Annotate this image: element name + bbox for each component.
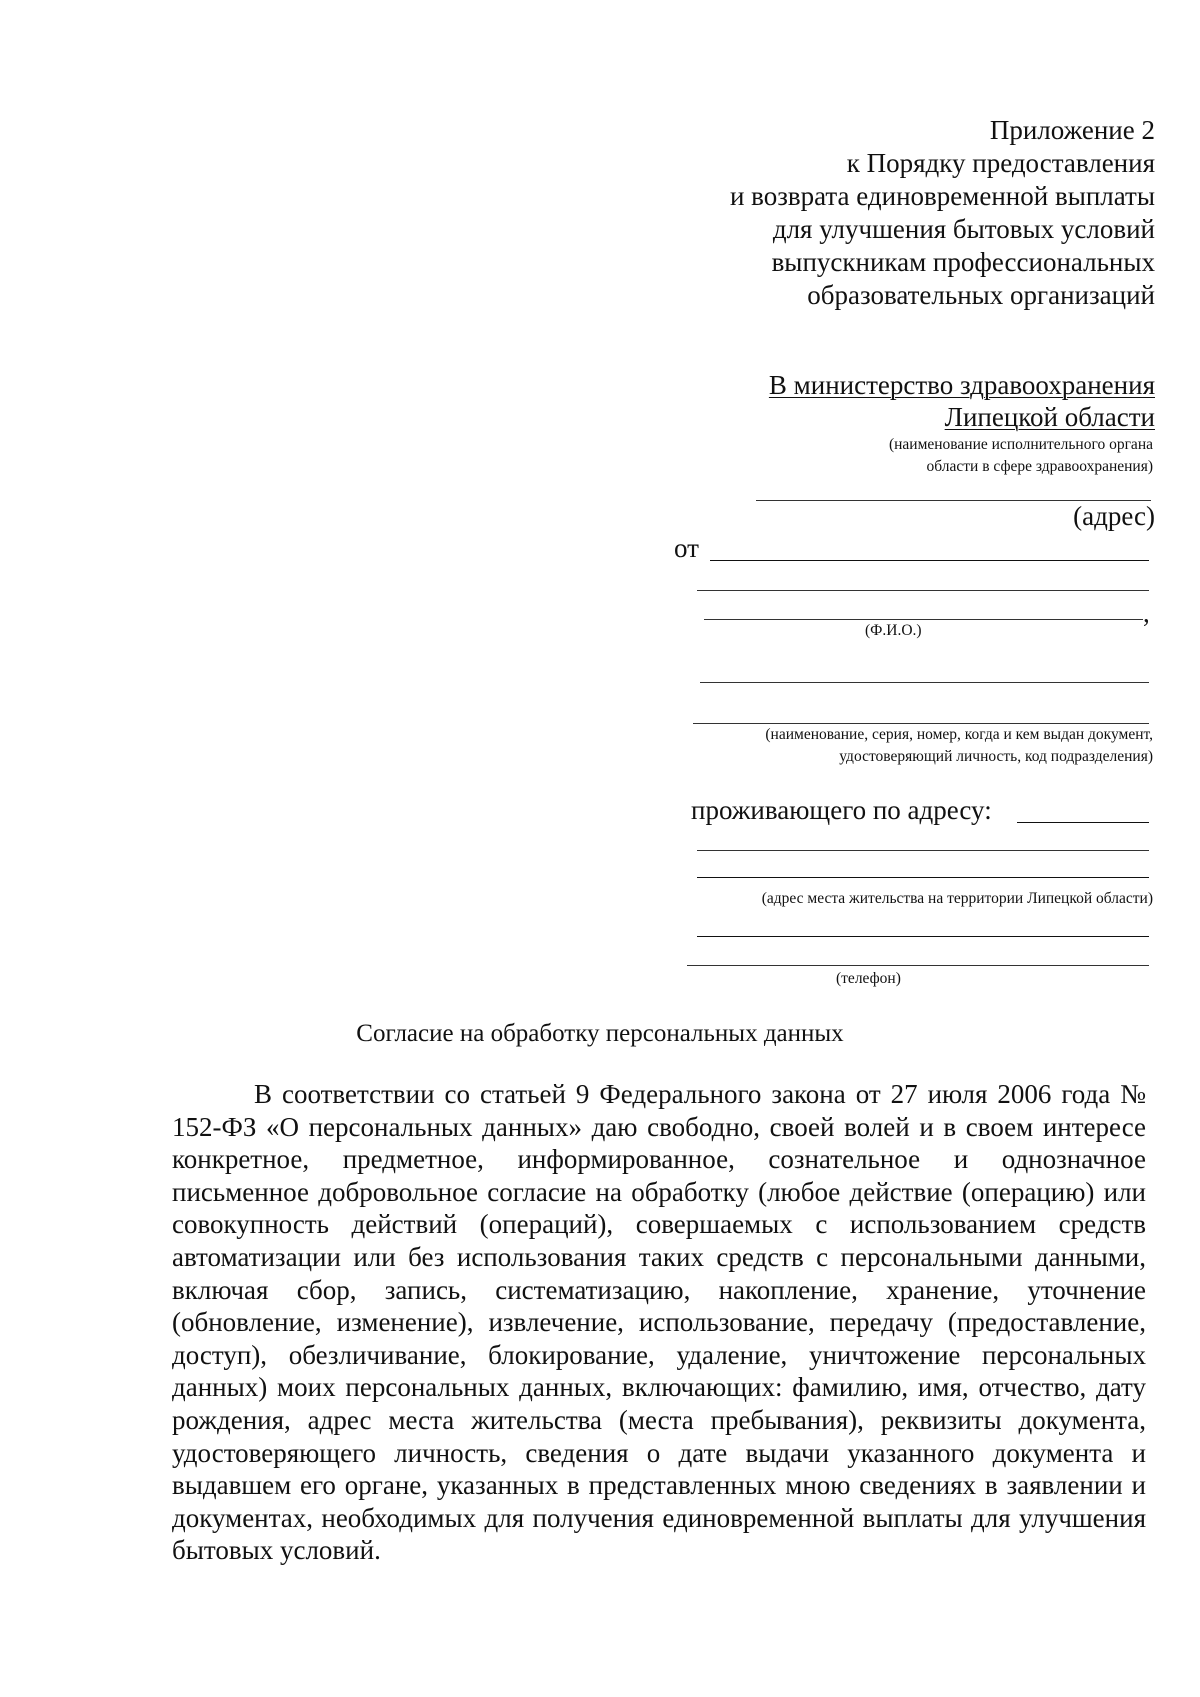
fio-hint: (Ф.И.О.) <box>865 622 922 639</box>
phone-field-2[interactable] <box>687 965 1149 966</box>
recipient-line-2: Липецкой области <box>944 402 1155 432</box>
header-line: образовательных организаций <box>807 280 1155 310</box>
residence-field-2[interactable] <box>697 850 1149 851</box>
residing-label: проживающего по адресу: <box>691 795 992 825</box>
header-line: для улучшения бытовых условий <box>772 214 1155 244</box>
fio-comma: , <box>1143 598 1150 628</box>
from-label: от <box>674 533 699 563</box>
document-title: Согласие на обработку персональных данных <box>356 1020 844 1047</box>
address-hint: (адрес) <box>1073 501 1155 531</box>
appendix-header <box>730 114 1155 312</box>
recipient-hint-line-1: (наименование исполнительного органа <box>888 436 1153 453</box>
phone-hint: (телефон) <box>836 970 901 987</box>
recipient-hint-line-2: области в сфере здравоохранения) <box>926 458 1153 475</box>
fio-field-1[interactable] <box>710 560 1149 561</box>
document-field-1[interactable] <box>700 682 1149 683</box>
recipient-block <box>769 369 1155 433</box>
document-hint-line-1: (наименование, серия, номер, когда и кем выдан документ, <box>765 726 1153 743</box>
fio-field-2[interactable] <box>697 590 1149 591</box>
recipient-hint <box>889 434 1153 478</box>
fio-field-3[interactable] <box>704 619 1143 620</box>
document-hint-line-2: удостоверяющий личность, код подразделения) <box>839 748 1153 765</box>
residence-hint: (адрес места жительства на территории Липецкой области) <box>761 890 1153 907</box>
header-line: выпускникам профессиональных <box>771 247 1155 277</box>
document-hint <box>765 724 1153 768</box>
header-line: к Порядку предоставления <box>846 148 1155 178</box>
header-line: Приложение 2 <box>989 115 1155 145</box>
recipient-line-1: В министерство здравоохранения <box>768 370 1155 400</box>
residence-field-1[interactable] <box>1017 822 1149 823</box>
residence-field-3[interactable] <box>697 877 1149 878</box>
header-line: и возврата единовременной выплаты <box>729 181 1155 211</box>
consent-body <box>172 1078 1146 1567</box>
phone-field-1[interactable] <box>697 936 1149 937</box>
consent-paragraph: В соответствии со статьей 9 Федерального закона от 27 июля 2006 года № 152-ФЗ «О персональных данных» даю свободно, своей волей и в своем интересе конкретное, предметное, информированное, сознательное и однозначное письменное добровольное согласие на обработку (любое действие (операцию) или совокупность действий (операций), совершаемых с использованием средств автоматизации или без использования таких средств с персональными данными, включая сбор, запись, систематизацию, накопление, хранение, уточнение (обновление, изменение), извлечение, использование, передачу (предоставление, доступ), обезличивание, блокирование, удаление, уничтожение персональных данных) моих персональных данных, включающих: фамилию, имя, отчество, дату рождения, адрес места жительства (места пребывания), реквизиты документа, удостоверяющего личность, сведения о дате выдачи указанного документа и выдавшем его органе, указанных в представленных мною сведениях в заявлении и документах, необходимых для получения единовременной выплаты для улучшения бытовых условий. <box>172 1079 1146 1566</box>
